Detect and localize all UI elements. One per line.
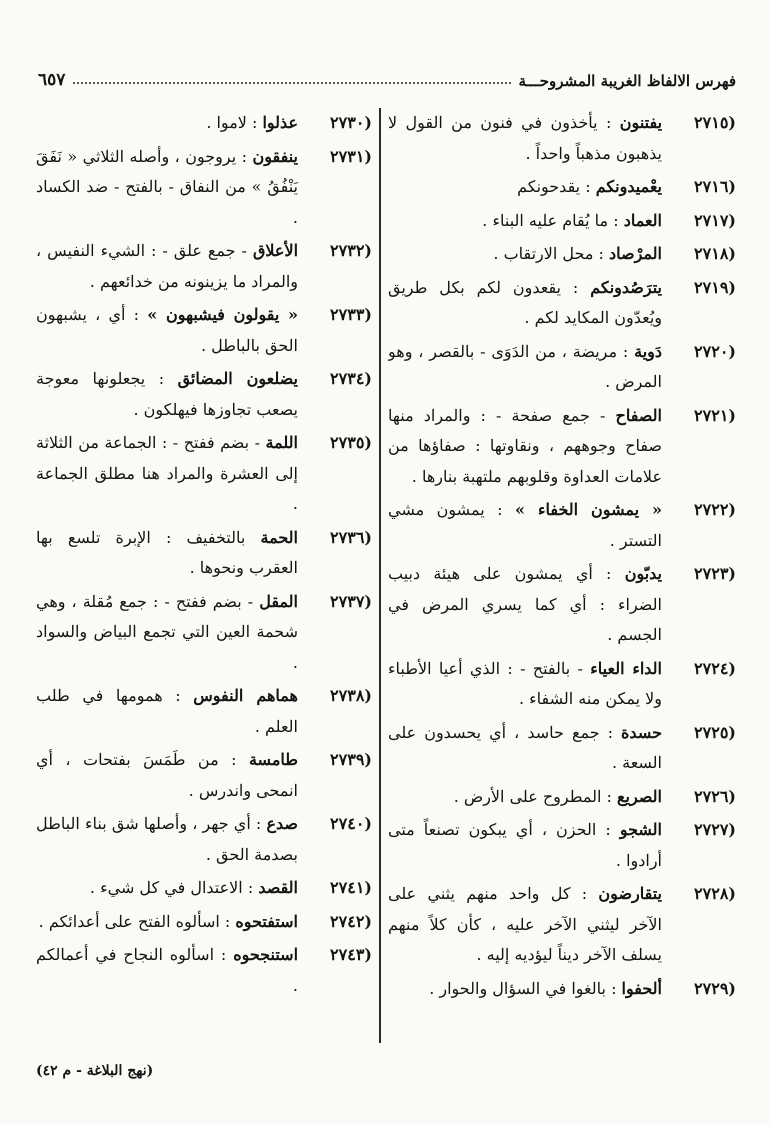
entry-text — [388, 815, 662, 876]
entry-number: (٢٧٢٠ — [694, 341, 736, 361]
entry-headword: الشجو — [619, 820, 662, 839]
entry-definition: : اسألوه الفتح على أعدائكم . — [38, 911, 231, 931]
entry-text — [388, 495, 662, 556]
entry-text — [388, 654, 662, 715]
entry-text — [36, 940, 298, 1001]
entry-headword: « يمشون الخفاء » — [515, 500, 663, 519]
entry-definition: : أي جهر ، وأصلها شق بناء الباطل بصدمة الحق . — [36, 814, 298, 864]
entry-definition: بالتخفيف : الإبرة تلسع بها العقرب ونحوها . — [36, 527, 298, 577]
entry-text — [388, 974, 662, 1005]
entry-text — [36, 809, 298, 870]
entry-text — [388, 172, 662, 203]
entry-headword: يعْميدونكم — [595, 177, 662, 196]
entry-text — [36, 907, 298, 938]
entry-text — [388, 108, 662, 169]
entry-headword: ينفقون — [252, 146, 298, 166]
entry-text — [388, 273, 662, 334]
entry — [36, 681, 372, 742]
entry — [388, 172, 736, 203]
entry-headword: يترَصُدونكم — [590, 277, 662, 297]
entry-number: (٢٧٣٢ — [330, 241, 372, 260]
entry-definition: - بالفتح - : الذي أعيا الأطباء ولا يمكن منه الشفاء . — [388, 658, 662, 708]
entry-number: (٢٧٣٠ — [330, 113, 372, 132]
entry-definition: : مريضة ، من الدَوَى - بالقصر ، وهو المرض . — [388, 341, 662, 391]
entry-number: (٢٧٣٩ — [330, 750, 372, 769]
entry-headword: دَوية — [634, 341, 662, 361]
entry-headword: هماهم النفوس — [193, 686, 298, 705]
entry-headword: الصريع — [617, 786, 662, 806]
entry — [36, 745, 372, 806]
entry-text — [36, 428, 298, 520]
entry-text — [388, 718, 662, 779]
entry — [36, 809, 372, 870]
entry-text — [36, 873, 298, 904]
entry-headword: ألحفوا — [621, 978, 662, 998]
entry-headword: الحمة — [260, 527, 298, 547]
entry-number: (٢٧٣٤ — [330, 369, 372, 388]
entry — [36, 587, 372, 679]
entry-number: (٢٧٢٥ — [694, 722, 736, 742]
entry — [388, 654, 736, 715]
entry-headword: استنجحوه — [233, 945, 299, 964]
entry-headword: صدع — [266, 814, 298, 833]
entry-definition: : جمع حاسد ، أي يحسدون على السعة . — [388, 722, 662, 772]
entry-number: (٢٧١٦ — [694, 177, 736, 196]
entry — [36, 907, 372, 938]
running-header — [38, 58, 736, 90]
entry-text — [36, 745, 298, 806]
entry — [36, 523, 372, 584]
entry-headword: اللمة — [265, 433, 298, 452]
entry-definition: : يروجون ، وأصله الثلاثي « نَفَقَ يَنْفُقُ » من النفاق - بالفتح - ضد الكساد . — [36, 146, 298, 227]
entry-definition: - جمع صفحة - : والمراد منها صفاح وجوههم ، ونقاوتها : صفاؤها من علامات العداوة وقلوبهم ملتهبة بنارها . — [388, 405, 662, 486]
entry-headword: يتقارضون — [598, 884, 662, 903]
entry — [388, 108, 736, 169]
entry-number: (٢٧١٨ — [694, 244, 736, 263]
entry-definition: : همومها في طلب العلم . — [36, 686, 298, 736]
entry-number: (٢٧٣٦ — [330, 527, 372, 547]
entry-text — [36, 142, 298, 234]
entry-definition: : محل الارتقاب . — [493, 244, 604, 263]
entry-text — [388, 206, 662, 237]
entry — [388, 559, 736, 651]
entry-text — [36, 364, 298, 425]
entry-headword: استفتحوه — [235, 911, 298, 931]
entry-number: (٢٧٢١ — [694, 405, 736, 425]
entry-number: (٢٧٢٦ — [694, 786, 736, 806]
entry-definition: : يقعدون لكم بكل طريق ويُعدّون المكايد لكم . — [388, 277, 662, 327]
entry-headword: المقل — [259, 591, 298, 611]
entry-headword: العماد — [623, 210, 662, 230]
entry-definition: : لاموا . — [206, 113, 258, 132]
entry-number: (٢٧٢٧ — [694, 820, 736, 839]
entry-number: (٢٧٢٤ — [694, 658, 736, 678]
entry-number: (٢٧٢٢ — [694, 500, 736, 519]
entry-text — [36, 236, 298, 297]
entry-definition: - جمع علق - : الشيء النفيس ، والمراد ما يزينونه من خدائعهم . — [36, 241, 298, 291]
entry-definition: : الحزن ، أي يبكون تصنعاً متى أرادوا . — [388, 820, 662, 870]
leader-dots — [73, 82, 510, 84]
entry-headword: حسدة — [621, 722, 662, 742]
entry-definition: : ما يُقام عليه البناء . — [482, 210, 619, 230]
entry-text — [388, 559, 662, 651]
entry-definition: : كل واحد منهم يثني على الآخر ليثني الآخر عليه ، كأن كلاً منهم يسلف الآخر ديناً ليؤديه إليه . — [388, 884, 662, 964]
entry-number: (٢٧٣٥ — [330, 433, 372, 452]
entry-definition: : أي ، يشبهون الحق بالباطل . — [36, 305, 298, 355]
entry-headword: الأعلاق — [252, 241, 299, 260]
entry-text — [388, 337, 662, 398]
entry-number: (٢٧١٥ — [694, 113, 736, 132]
entry-text — [388, 239, 662, 270]
entry-definition: : يقدحونكم — [517, 177, 591, 196]
entry-definition: : يأخذون في فنون من القول لا يذهبون مذهباً واحداً . — [388, 113, 662, 163]
entry-definition: : الاعتدال في كل شيء . — [89, 878, 254, 897]
entry-definition: : يجعلونها معوجة يصعب تجاوزها فيهلكون . — [36, 369, 298, 419]
entry-number: (٢٧٢٨ — [694, 884, 736, 903]
entry-text — [36, 681, 298, 742]
entry — [388, 718, 736, 779]
column-divider — [379, 108, 381, 1043]
entry-headword: عذلوا — [262, 113, 298, 132]
entry — [388, 815, 736, 876]
entry-text — [36, 300, 298, 361]
entry-text — [36, 523, 298, 584]
entry-headword: يفتنون — [619, 113, 663, 132]
entry-headword: يدبّون — [624, 564, 663, 583]
entry-headword: يضلعون المضائق — [177, 369, 298, 388]
entry-headword: طامسة — [248, 750, 298, 769]
entry-number: (٢٧٤٢ — [330, 911, 372, 931]
footer-signature: (نهج البلاغة - م ٤٢) — [36, 1063, 154, 1079]
right-column — [388, 108, 736, 1043]
entry — [388, 239, 736, 270]
entry — [388, 337, 736, 398]
entry — [388, 401, 736, 493]
entry-number: (٢٧٤٠ — [330, 814, 372, 833]
entry-text — [388, 782, 662, 813]
entry-text — [36, 108, 298, 139]
left-column — [36, 108, 372, 1043]
entry-definition: : المطروح على الأرض . — [453, 786, 612, 806]
entry-definition: - بضم ففتح - : الجماعة من الثلاثة إلى العشرة والمراد هنا مطلق الجماعة . — [36, 433, 298, 513]
entry — [36, 428, 372, 520]
entry-number: (٢٧٣٣ — [330, 305, 372, 324]
entry-definition: : أي يمشون على هيئة دبيب الضراء : أي كما يسري المرض في الجسم . — [388, 564, 662, 644]
running-title: فهرس الالفاظ الغريبة المشروحـــة — [518, 72, 736, 90]
entry-number: (٢٧٢٣ — [694, 564, 736, 583]
entry-text — [388, 879, 662, 971]
entry — [388, 974, 736, 1005]
entry-definition: : من طَمَسَ بفتحات ، أي انمحى واندرس . — [36, 750, 298, 800]
entry — [388, 782, 736, 813]
entry-headword: الداء العياء — [590, 658, 663, 678]
entry — [36, 300, 372, 361]
page-number: ٦٥٧ — [38, 70, 66, 90]
entry — [388, 273, 736, 334]
entry-number: (٢٧٢٩ — [694, 978, 736, 998]
entry-headword: القصد — [258, 878, 298, 897]
entry — [36, 364, 372, 425]
entry-number: (٢٧٣٨ — [330, 686, 372, 705]
entry — [388, 879, 736, 971]
entry-headword: الصفاح — [615, 405, 662, 425]
entry — [36, 142, 372, 234]
entry — [388, 206, 736, 237]
entry-number: (٢٧٣١ — [330, 146, 372, 166]
entry-number: (٢٧٤٣ — [330, 945, 372, 964]
entry-definition: : اسألوه النجاح في أعمالكم . — [36, 945, 298, 995]
entry-definition: : بالغوا في السؤال والحوار . — [429, 978, 617, 998]
entry-number: (٢٧٣٧ — [330, 591, 372, 611]
entry-text — [36, 587, 298, 679]
entry — [36, 940, 372, 1001]
entry — [36, 108, 372, 139]
entry-definition: - بضم ففتح - : جمع مُقلة ، وهي شحمة العين التي تجمع البياض والسواد . — [36, 591, 298, 672]
entry-number: (٢٧١٧ — [694, 210, 736, 230]
entry-text — [388, 401, 662, 493]
entry — [36, 873, 372, 904]
entry-headword: « يقولون فيشبهون » — [147, 305, 298, 324]
entry — [388, 495, 736, 556]
entry-number: (٢٧٤١ — [330, 878, 372, 897]
entry-headword: المرْصاد — [609, 244, 662, 263]
entry-number: (٢٧١٩ — [694, 277, 736, 297]
entry-definition: : يمشون مشي التستر . — [388, 500, 662, 550]
entry — [36, 236, 372, 297]
